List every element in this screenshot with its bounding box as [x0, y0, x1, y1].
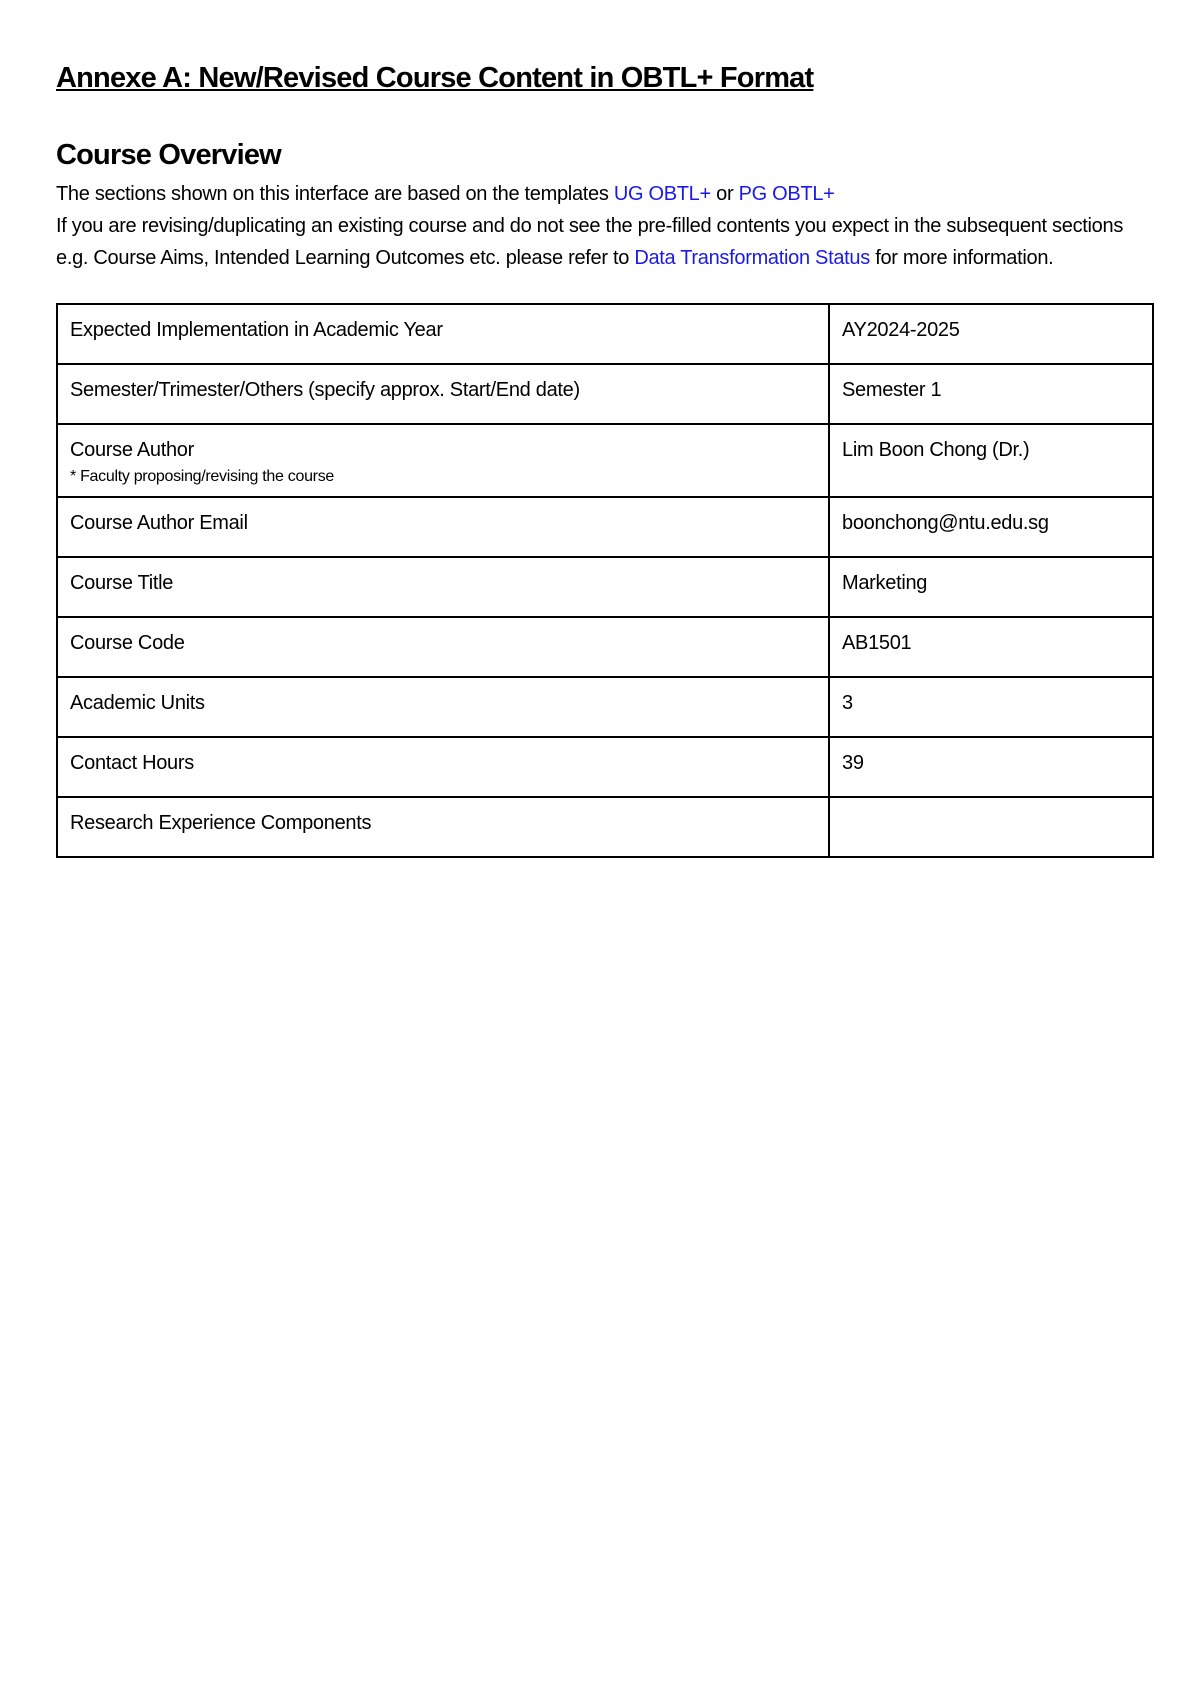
course-overview-table — [56, 303, 1154, 858]
table-row — [57, 797, 1153, 857]
table-row — [57, 364, 1153, 424]
intro-text — [56, 178, 1152, 274]
row-label: Course Author Email — [57, 497, 829, 557]
row-label: Expected Implementation in Academic Year — [57, 304, 829, 364]
intro-text-1: The sections shown on this interface are based on the templates — [56, 183, 614, 205]
row-value: 3 — [829, 677, 1153, 737]
data-transformation-status-link[interactable]: Data Transformation Status — [634, 247, 870, 269]
row-value: Semester 1 — [829, 364, 1153, 424]
row-value: Marketing — [829, 557, 1153, 617]
row-value: Lim Boon Chong (Dr.) — [829, 424, 1153, 497]
intro-connector: or — [710, 183, 739, 205]
intro-line-2 — [56, 210, 1152, 274]
pg-obtl-link[interactable]: PG OBTL+ — [738, 183, 835, 205]
section-title: Course Overview — [56, 139, 281, 171]
row-value: AB1501 — [829, 617, 1153, 677]
row-label: Semester/Trimester/Others (specify approx. Start/End date) — [57, 364, 829, 424]
row-label: Contact Hours — [57, 737, 829, 797]
row-label: Course Title — [57, 557, 829, 617]
row-label: Academic Units — [57, 677, 829, 737]
row-value — [829, 797, 1153, 857]
row-value: 39 — [829, 737, 1153, 797]
intro-line-1 — [56, 178, 1152, 210]
row-value: boonchong@ntu.edu.sg — [829, 497, 1153, 557]
table-row — [57, 557, 1153, 617]
row-label: Research Experience Components — [57, 797, 829, 857]
row-label-cell — [57, 424, 829, 497]
row-value: AY2024-2025 — [829, 304, 1153, 364]
table-row — [57, 497, 1153, 557]
intro-text-end: for more information. — [869, 247, 1054, 269]
intro-text-2: If you are revising/duplicating an existing course and do not see the pre-filled contents you expect in the subsequent sections e.g. Course Aims, Intended Learning Outcomes etc. please refer to — [56, 215, 1124, 269]
row-note: * Faculty proposing/revising the course — [70, 468, 334, 485]
table-row — [57, 424, 1153, 497]
row-label: Course Code — [57, 617, 829, 677]
annex-title: Annexe A: New/Revised Course Content in OBTL+ Format — [56, 62, 814, 94]
table-row — [57, 304, 1153, 364]
ug-obtl-link[interactable]: UG OBTL+ — [613, 183, 711, 205]
table-row — [57, 737, 1153, 797]
table-row — [57, 617, 1153, 677]
row-label: Course Author — [70, 439, 194, 461]
table-row — [57, 677, 1153, 737]
